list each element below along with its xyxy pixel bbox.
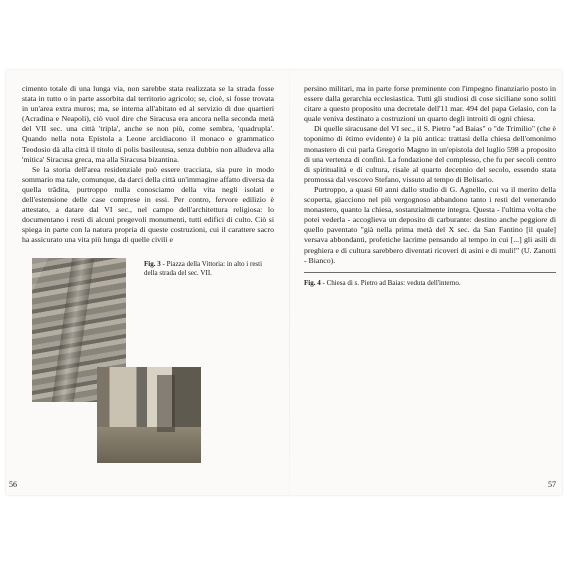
figure-3-caption xyxy=(144,260,276,278)
figure-4-caption-text: - Chiesa di s. Pietro ad Baias: veduta dell'interno. xyxy=(320,278,461,287)
right-paragraph-2: Di quelle siracusane del VI sec., il S. Pietro "ad Baias" o "de Trimilio" (che è toponimo di ètimo evidente) è la più antica: trattasi della chiesa dell'omonimo monastero di cui parla Gregorio Magno in un'epistola del luglio 598 a proposito di una vertenza di confini. La fondazione del complesso, che fu per secoli centro di spiritualità e di cultura, risale al quarto decennio del secolo, essendo stata promossa dal vescovo Stefano, vissuto al tempo di Belisario. xyxy=(304,124,556,184)
book-gutter xyxy=(289,70,290,495)
figure-3-caption-text: - Piazza della Vittoria: in alto i resti della strada del sec. VII. xyxy=(144,259,263,277)
right-paragraph-1: persino militari, ma in parte forse preminente con l'impegno finanziario posto in essere dalla gerarchia ecclesiastica. Tutti gli studiosi di cose siciliane sono soliti citare a questo proposito una decretale dell'11 mar. 494 del papa Gelasio, con la quale veniva destinato a costruzioni un quarto degli introiti di ogni chiesa. xyxy=(304,84,556,124)
book-spread xyxy=(6,70,562,495)
figure-4-photo xyxy=(97,367,201,463)
left-paragraph-2: Se la storia dell'area residenziale può essere tracciata, sia pure in modo sommario ma tale, comunque, da darci della città un'immagine affatto diversa da quella trādita, purtroppo nulla conosciamo della vita negli isolati e dell'estensione delle case comprese in essi. Per contro, fervore edilizio è attestato, a datare dal VI sec., nel campo dell'architettura religiosa: lo documentano i resti di alcuni pregevoli monumenti, tutti edifici di culto. Ciò si spiega in parte con la natura propria di queste costruzioni, cui il carattere sacro ha assicurato una vita più lunga di quelle civili e xyxy=(22,164,274,245)
right-page xyxy=(304,84,556,288)
figure-3-label: Fig. 3 xyxy=(144,259,161,268)
right-paragraph-3: Purtroppo, a quasi 60 anni dallo studio di G. Agnello, cui va il merito della scoperta, giacciono nel più vergognoso abbandono tanto i resti del venerando monastero, quanto la chiesa, sostanzialmente integra. Questa - l'ultima volta che potei vederla - accoglieva un deposito di carburante: destino anche peggiore di quello paventato "già nella prima metà del X sec. da San Fantino [il quale] versava abbondanti, profetiche lacrime pensando al tempo in cui [...] gli asili di preghiera e di cultura sarebbero diventati ricoveri di asini e di muli!" (U. Zanotti - Bianco). xyxy=(304,184,556,265)
figure-4-caption xyxy=(304,279,556,288)
caption-rule xyxy=(304,272,556,273)
left-page xyxy=(22,84,274,406)
page-number-left: 56 xyxy=(9,480,17,489)
page-number-right: 57 xyxy=(548,480,556,489)
left-paragraph-1: cimento totale di una lunga via, non sarebbe stata realizzata se la strada fosse stata in tutto o in parte assorbita dal territorio agricolo; se, cioè, si fosse trovata in un'area extra muros; ma, se interna all'abitato ed al servizio di due quartieri (Acradina e Neapoli), ciò vuol dire che Siracusa era ancora nella seconda metà del VII sec. una città 'tripla', anche se non più, come sembra, 'quadrupla'. Quando nella nota Epistola a Leone arcidiacono il monaco e grammatico Teodosio dà alla città il titolo di polis basileuusa, senza dubbio non alludeva alla 'mitica' Siracusa greca, ma alla Siracusa bizantina. xyxy=(22,84,274,164)
figure-4-label: Fig. 4 xyxy=(304,278,321,287)
